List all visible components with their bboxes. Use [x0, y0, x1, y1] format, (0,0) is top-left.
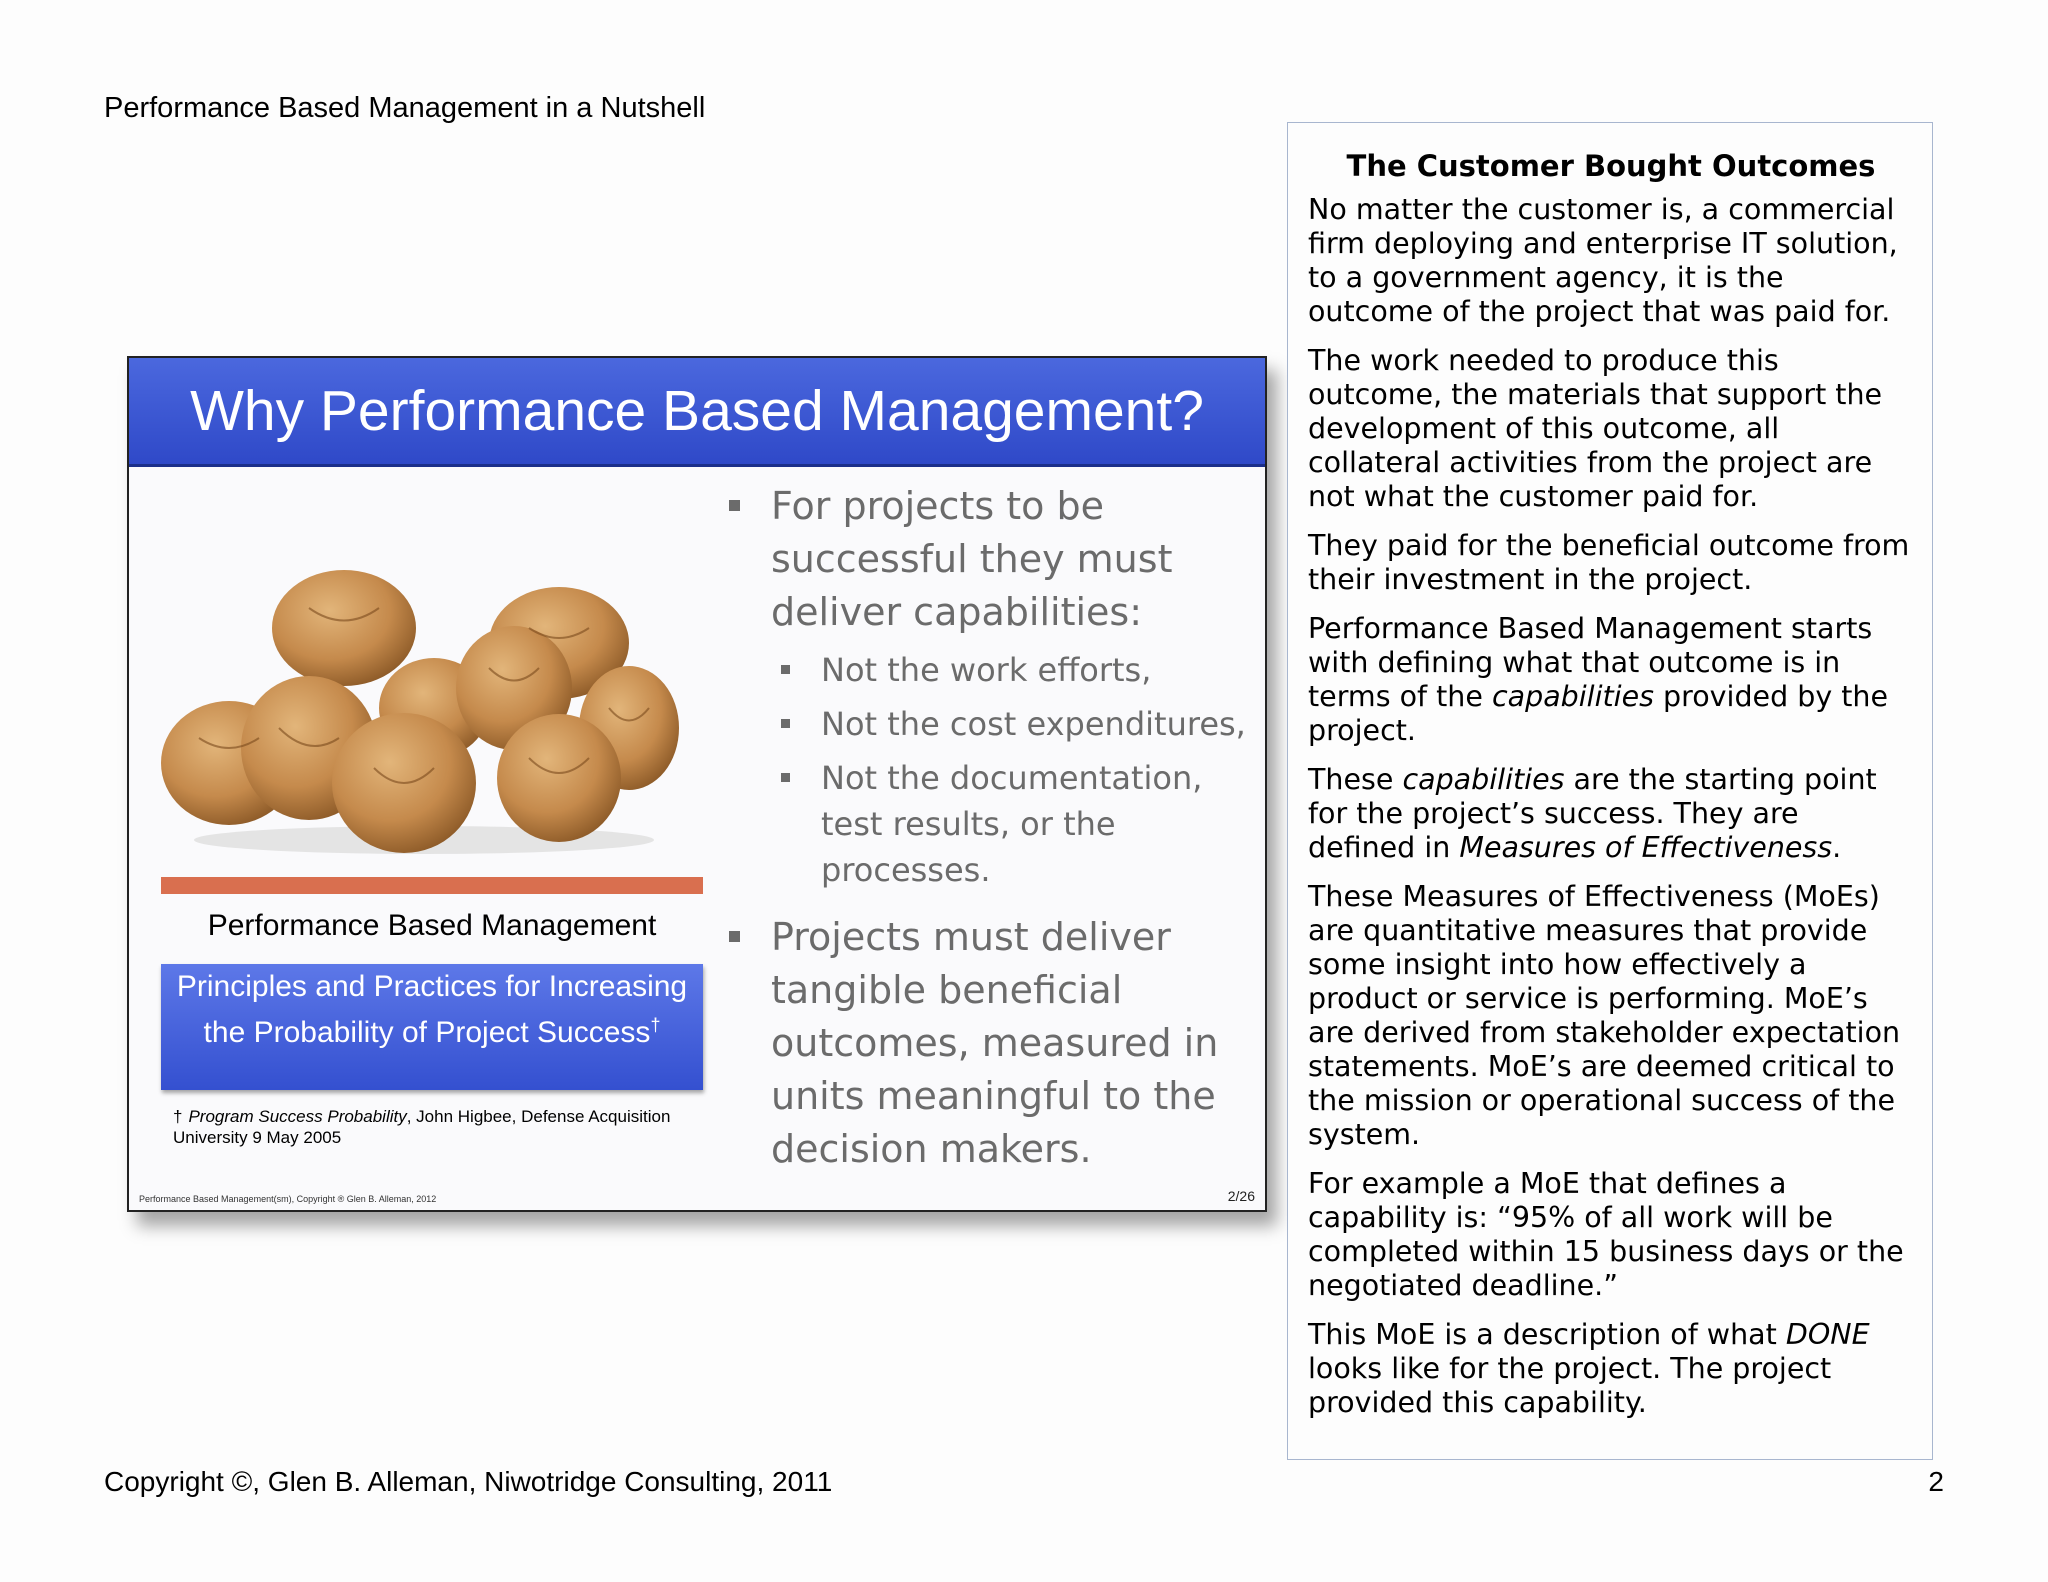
sub-bullet-work [729, 647, 1269, 693]
text-run: Performance Based Management starts with defining what that outcome is in terms of the [1308, 612, 1873, 713]
emphasis: capabilities [1491, 680, 1654, 713]
bullet-text: For projects to be successful they must deliver capabilities: [771, 484, 1173, 634]
slide [127, 356, 1267, 1212]
slide-title: Why Performance Based Management? [129, 358, 1265, 467]
citation [173, 1106, 693, 1148]
orange-divider [161, 877, 703, 894]
page-header: Performance Based Management in a Nutshell [104, 92, 706, 124]
emphasis: DONE [1785, 1318, 1870, 1351]
pbm-box-text: Principles and Practices for Increasing the Probability of Project Success [176, 970, 688, 1049]
bullet-square-icon [781, 719, 790, 728]
pbm-label: Performance Based Management [207, 909, 657, 942]
sub-bullet-text: Not the work efforts, [821, 651, 1152, 689]
sidebar-paragraph [1308, 763, 1914, 865]
citation-rest: , John Higbee, Defense Acquisition University 9 May 2005 [173, 1107, 671, 1147]
bullet-square-icon [781, 773, 790, 782]
sidebar-paragraph: For example a MoE that defines a capability is: “95% of all work will be completed within 15 business days or the negotiated deadline.” [1308, 1167, 1904, 1302]
emphasis: capabilities [1402, 763, 1565, 796]
text-run: . [1832, 831, 1842, 864]
pbm-box-dagger: † [650, 1015, 661, 1035]
slide-page-number: 2/26 [1227, 1188, 1255, 1204]
text-run: looks like for the project. The project provided this capability. [1308, 1352, 1832, 1419]
bullet-square-icon [729, 931, 740, 942]
pbm-subtitle-box [161, 964, 703, 1090]
sidebar-paragraph: They paid for the beneficial outcome from their investment in the project. [1308, 529, 1910, 596]
text-run: are the starting point for the project’s success. They are defined in [1308, 763, 1877, 864]
bullet-square-icon [729, 500, 740, 511]
sub-bullet-documentation [729, 755, 1269, 893]
sub-bullet-text: Not the documentation, test results, or the processes. [821, 759, 1203, 889]
bullet-outcomes [729, 911, 1269, 1176]
sidebar-notes [1287, 122, 1933, 1460]
text-run: This MoE is a description of what [1308, 1318, 1786, 1351]
page-footer: Copyright ©, Glen B. Alleman, Niwotridge Consulting, 2011 [104, 1466, 833, 1497]
sidebar-paragraph: The work needed to produce this outcome, the materials that support the development of this outcome, all collateral activities from the project are not what the customer paid for. [1308, 344, 1883, 513]
bullet-text: Projects must deliver tangible beneficial outcomes, measured in units meaningful to the decision makers. [771, 915, 1219, 1171]
sidebar-paragraph [1308, 1318, 1914, 1420]
emphasis: Measures of Effectiveness [1459, 831, 1833, 864]
sub-bullet-cost [729, 701, 1269, 747]
page-number: 2 [1928, 1466, 1944, 1497]
sidebar-paragraph [1308, 612, 1914, 748]
sidebar-paragraph: These Measures of Effectiveness (MoEs) are quantitative measures that provide some insight into how effectively a product or service is performing. MoE’s are derived from stakeholder expectation statements. MoE’s are deemed critical to the mission or operational success of the system. [1308, 880, 1901, 1151]
text-run: provided by the project. [1308, 680, 1889, 747]
slide-footer: Performance Based Management(sm), Copyright ® Glen B. Alleman, 2012 [139, 1194, 437, 1204]
sidebar-paragraph: No matter the customer is, a commercial firm deploying and enterprise IT solution, to a government agency, it is the outcome of the project that was paid for. [1308, 193, 1898, 328]
sub-bullet-text: Not the cost expenditures, [821, 705, 1246, 743]
slide-bullets [729, 480, 1269, 1176]
walnuts-image [159, 558, 689, 858]
citation-dagger: † [173, 1107, 183, 1126]
sidebar-title: The Customer Bought Outcomes [1346, 149, 1876, 183]
citation-title: Program Success Probability [188, 1107, 407, 1126]
bullet-square-icon [781, 665, 790, 674]
text-run: These [1308, 763, 1403, 796]
bullet-capabilities [729, 480, 1269, 639]
